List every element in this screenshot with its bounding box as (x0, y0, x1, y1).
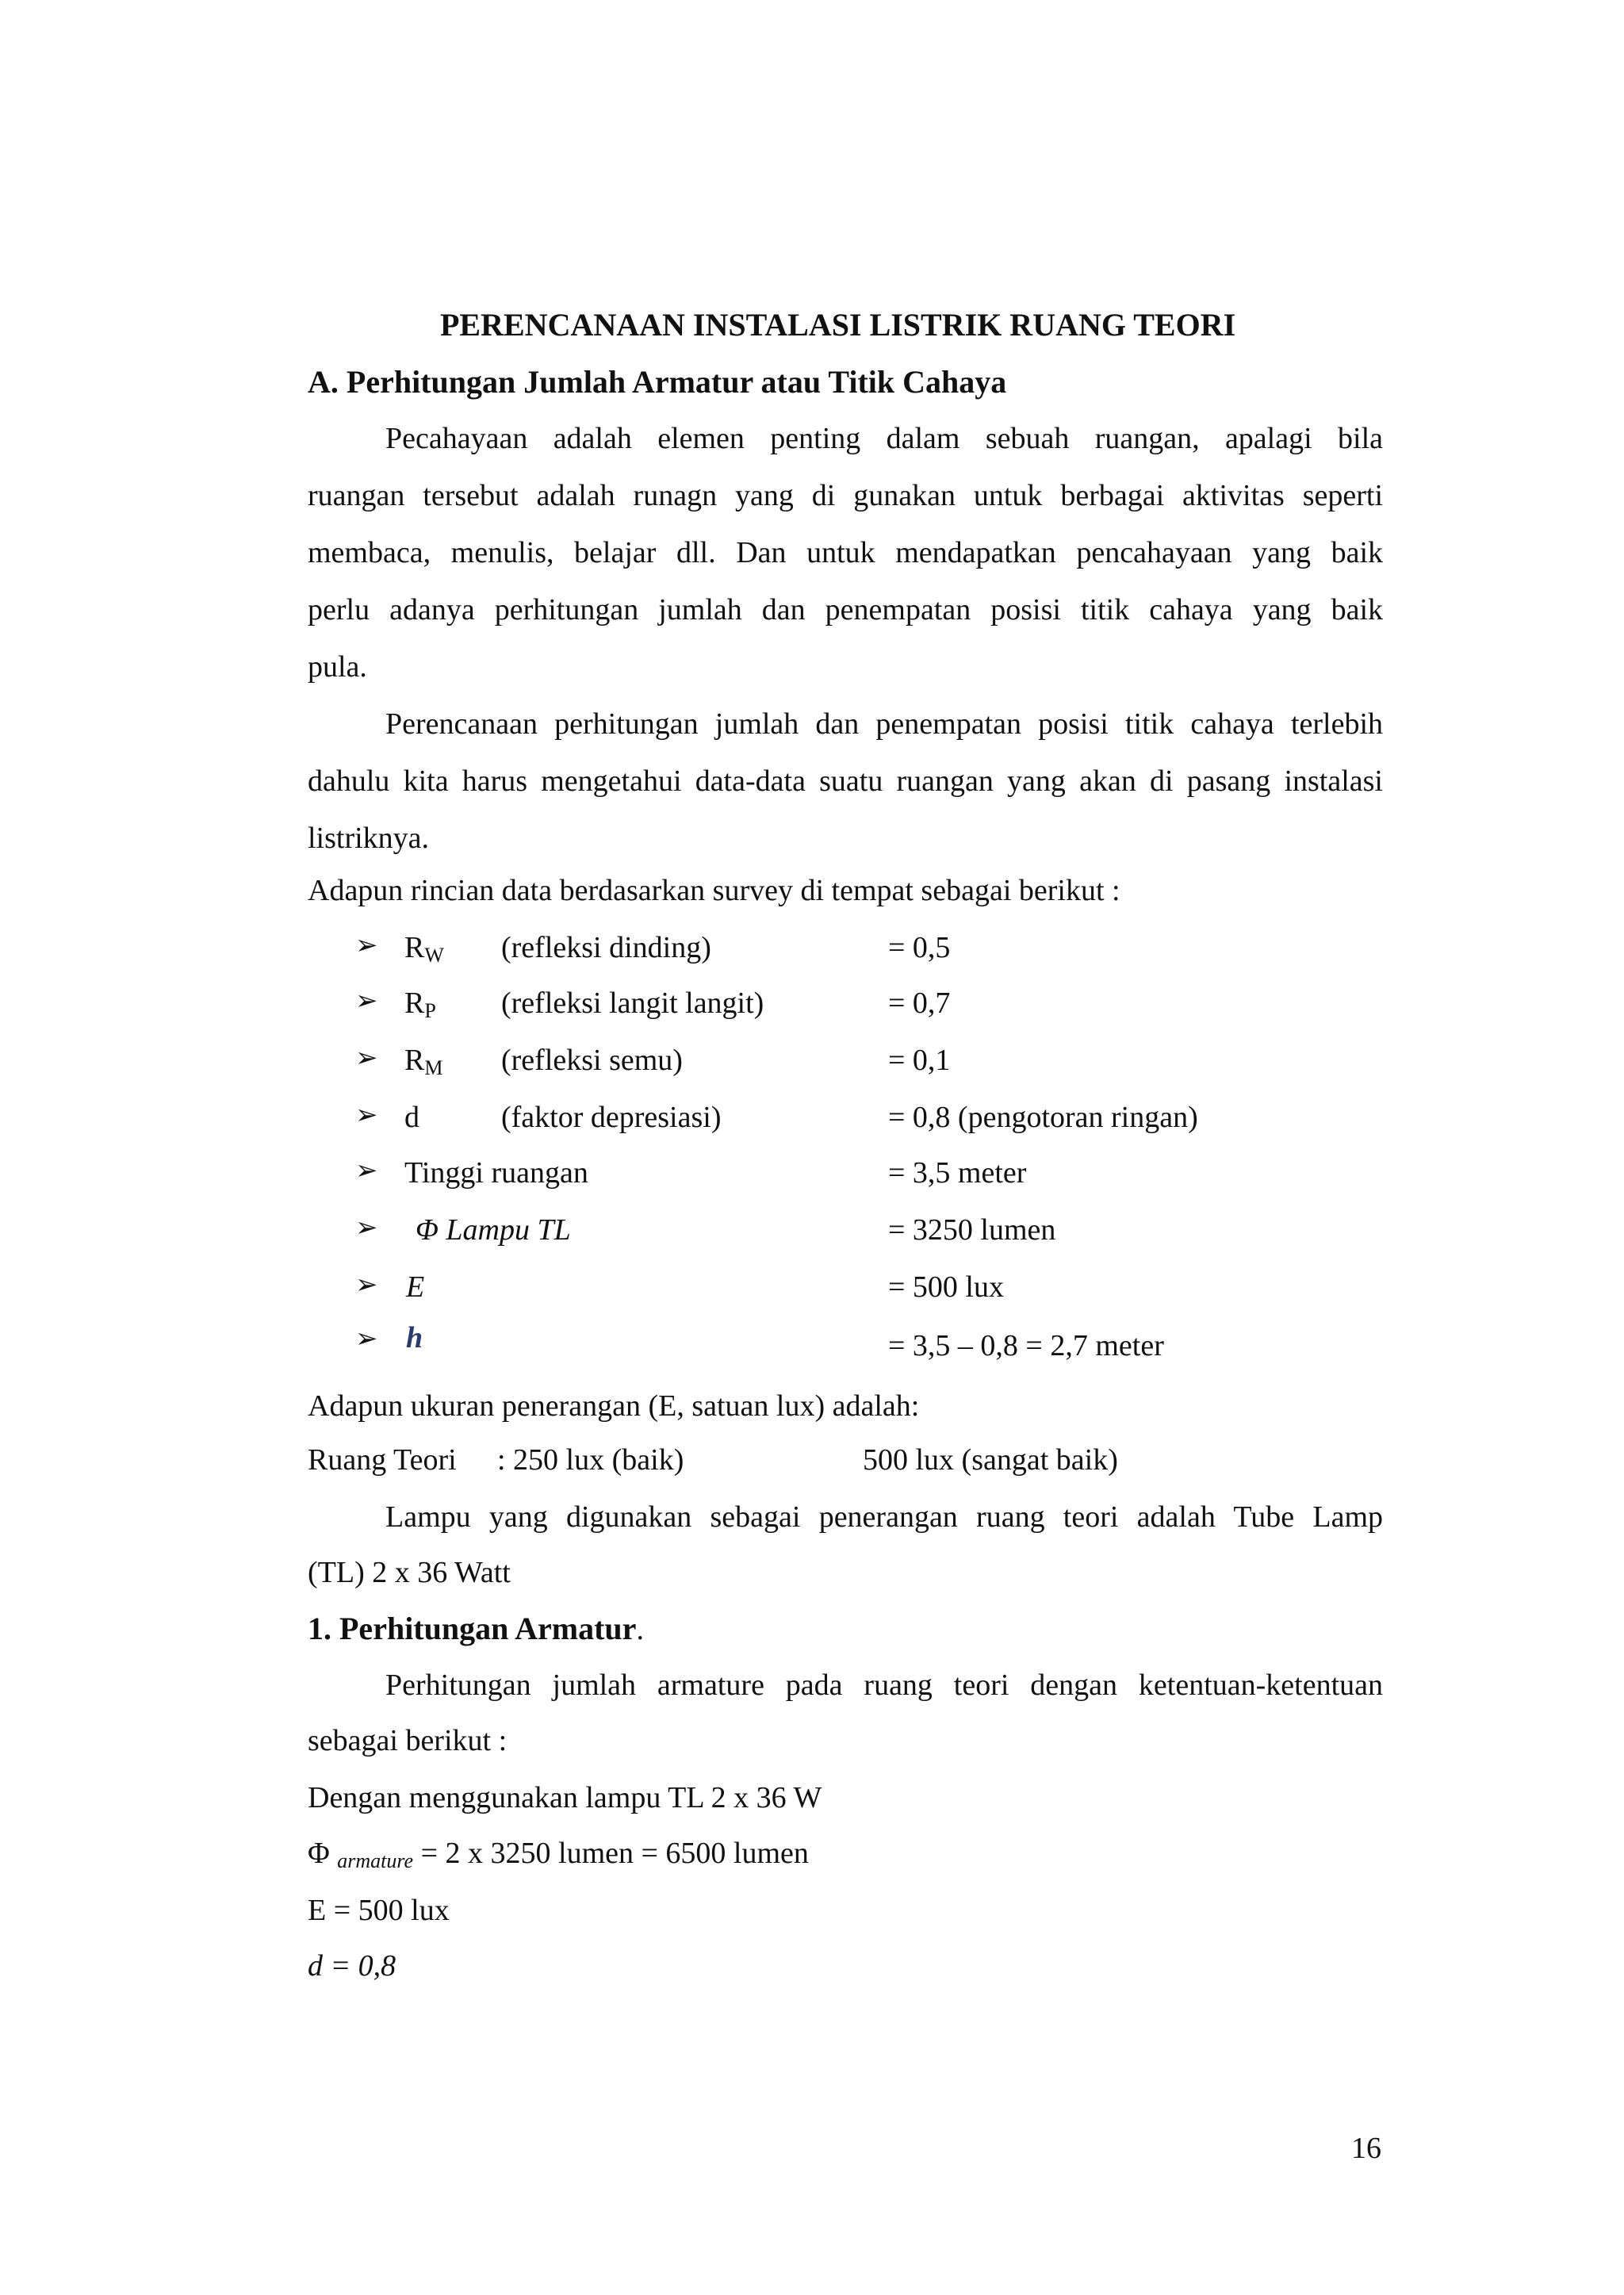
para1-line1: Pecahayaan adalah elemen penting dalam sebuah ruangan, apalagi bila (385, 422, 1383, 455)
item-value: = 3,5 meter (888, 1156, 1027, 1190)
item-description: (refleksi semu) (501, 1044, 683, 1077)
item-symbol: $R_M$ (404, 1044, 443, 1079)
item-description: (faktor depresiasi) (501, 1101, 722, 1134)
para2-line2: dahulu kita harus mengetahui data-data suatu ruangan yang akan di pasang instalasi (308, 764, 1383, 798)
para2-line1: Perencanaan perhitungan jumlah dan penempatan posisi titik cahaya terlebih (385, 707, 1383, 741)
calc-phi-line: Φ armature = 2 x 3250 lumen = 6500 lumen (308, 1837, 809, 1872)
item-value: = 500 lux (888, 1270, 1004, 1304)
lux-row-very-good: 500 lux (sangat baik) (863, 1443, 1118, 1477)
item-description: (refleksi langit langit) (501, 987, 764, 1020)
calc-d-line: d = 0,8 (308, 1949, 396, 1983)
item-symbol: $R_W$ (404, 931, 444, 967)
lamp-para-line2: (TL) 2 x 36 Watt (308, 1556, 511, 1589)
arrow-bullet-icon: ➢ (355, 1101, 378, 1130)
item-symbol: Φ Lampu TL (416, 1213, 571, 1247)
para1-line2: ruangan tersebut adalah runagn yang di gunakan untuk berbagai aktivitas seperti (308, 479, 1383, 512)
item-description: (refleksi dinding) (501, 931, 711, 964)
item-value: = 0,1 (888, 1044, 951, 1077)
arrow-bullet-icon: ➢ (355, 987, 378, 1016)
item-value: = 0,7 (888, 987, 951, 1020)
arrow-bullet-icon: ➢ (355, 1324, 378, 1354)
item-symbol: $R_P$ (404, 987, 436, 1022)
item-value: = 0,5 (888, 931, 951, 964)
item-symbol: d (404, 1101, 419, 1134)
armatur-para-line2: sebagai berikut : (308, 1724, 508, 1757)
armatur-para-line1: Perhitungan jumlah armature pada ruang teori dengan ketentuan-ketentuan (385, 1669, 1383, 1702)
item-symbol: E (406, 1270, 425, 1304)
para2-line3: listriknya. (308, 822, 430, 855)
arrow-bullet-icon: ➢ (355, 1044, 378, 1073)
section-a-heading: A. Perhitungan Jumlah Armatur atau Titik Cahaya (308, 364, 1007, 400)
calc-lamp-line: Dengan menggunakan lampu TL 2 x 36 W (308, 1781, 822, 1814)
arrow-bullet-icon: ➢ (355, 1156, 378, 1186)
arrow-bullet-icon: ➢ (355, 1270, 378, 1300)
item-value: = 0,8 (pengotoran ringan) (888, 1101, 1198, 1134)
item-value: = 3,5 – 0,8 = 2,7 meter (888, 1329, 1164, 1362)
arrow-bullet-icon: ➢ (355, 1213, 378, 1243)
lux-row-good: : 250 lux (baik) (497, 1443, 684, 1477)
page-number: 16 (1351, 2132, 1381, 2165)
item-symbol: h (406, 1321, 423, 1354)
item-symbol: Tinggi ruangan (404, 1156, 588, 1190)
section-1-heading: 1. Perhitungan Armatur. (308, 1611, 644, 1646)
survey-intro: Adapun rincian data berdasarkan survey di tempat sebagai berikut : (308, 874, 1120, 907)
para1-line5: pula. (308, 650, 367, 684)
arrow-bullet-icon: ➢ (355, 931, 378, 960)
lux-row-label: Ruang Teori (308, 1443, 457, 1477)
calc-e-line: E = 500 lux (308, 1894, 450, 1927)
lux-intro: Adapun ukuran penerangan (E, satuan lux) adalah: (308, 1389, 920, 1423)
para1-line3: membaca, menulis, belajar dll. Dan untuk mendapatkan pencahayaan yang baik (308, 536, 1383, 569)
page-title: PERENCANAAN INSTALASI LISTRIK RUANG TEORI (440, 307, 1236, 343)
lamp-para-line1: Lampu yang digunakan sebagai penerangan ruang teori adalah Tube Lamp (385, 1500, 1383, 1534)
item-value: = 3250 lumen (888, 1213, 1056, 1247)
para1-line4: perlu adanya perhitungan jumlah dan penempatan posisi titik cahaya yang baik (308, 593, 1383, 626)
